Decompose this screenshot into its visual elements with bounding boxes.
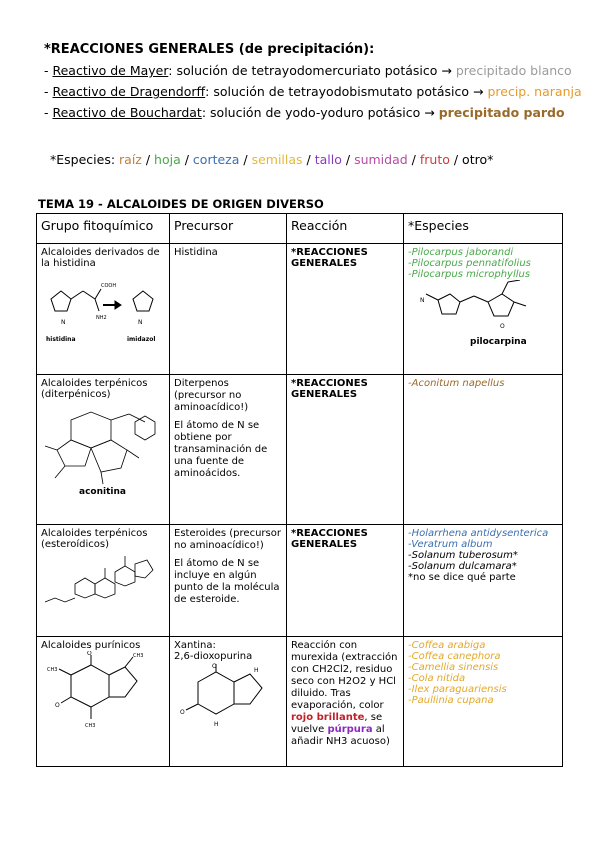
table-row bbox=[37, 525, 563, 637]
result-bouchardat: precipitado pardo bbox=[438, 105, 565, 120]
reagent-line-bouchardat: - Reactivo de Bouchardat: solución de yodo-yoduro potásico → precipitado pardo bbox=[44, 105, 565, 120]
reagent-mayer: Reactivo de Mayer bbox=[52, 63, 169, 78]
reagent-line-dragendorff: - Reactivo de Dragendorff: solución de tetrayodobismutato potásico → precip. naranja bbox=[44, 84, 582, 99]
cell-especies: -Pilocarpus jaborandi -Pilocarpus pennatifolius -Pilocarpus microphyllus N O pilocarpina bbox=[404, 244, 563, 375]
svg-text:NH2: NH2 bbox=[96, 315, 107, 321]
purine-alkaloid-structure bbox=[41, 651, 161, 741]
svg-text:CH3: CH3 bbox=[47, 667, 58, 673]
xanthine-structure bbox=[174, 662, 274, 734]
svg-text:N: N bbox=[420, 297, 425, 304]
col-header-reaccion: Reacción bbox=[287, 214, 404, 244]
histidine-structure bbox=[41, 269, 161, 345]
cell-grupo: Alcaloides terpénicos (esteroídicos) bbox=[37, 525, 170, 637]
table-row bbox=[37, 375, 563, 525]
cell-precursor: Histidina bbox=[170, 244, 287, 375]
col-header-grupo: Grupo fitoquímico bbox=[37, 214, 170, 244]
col-header-precursor: Precursor bbox=[170, 214, 287, 244]
header-section bbox=[44, 42, 584, 126]
cell-grupo: Alcaloides derivados de la histidina N N COOH NH2 histidina imidazol bbox=[37, 244, 170, 375]
cell-grupo: Alcaloides purínicos O O CH3 CH3 CH3 bbox=[37, 637, 170, 767]
svg-text:CH3: CH3 bbox=[85, 723, 96, 729]
table-row bbox=[37, 637, 563, 767]
reagent-bouchardat: Reactivo de Bouchardat bbox=[52, 105, 202, 120]
svg-text:COOH: COOH bbox=[101, 283, 117, 289]
reagent-dragendorff: Reactivo de Dragendorff bbox=[52, 84, 206, 99]
svg-text:H: H bbox=[254, 667, 259, 674]
result-mayer: precipitado blanco bbox=[455, 63, 572, 78]
result-dragendorff: precip. naranja bbox=[487, 84, 582, 99]
svg-text:pilocarpina: pilocarpina bbox=[470, 337, 527, 347]
svg-text:O: O bbox=[87, 651, 92, 657]
svg-text:aconitina: aconitina bbox=[79, 487, 126, 496]
svg-text:O: O bbox=[212, 663, 217, 670]
cell-precursor: Esteroides (precursor no aminoacídico!) El átomo de N se incluye en algún punto de la molécula de esteroide. bbox=[170, 525, 287, 637]
cell-reaccion: *REACCIONES GENERALES bbox=[287, 375, 404, 525]
svg-text:histidina: histidina bbox=[46, 336, 76, 343]
cell-precursor: Xantina: 2,6-dioxopurina O O H H bbox=[170, 637, 287, 767]
section-title: TEMA 19 - ALCALOIDES DE ORIGEN DIVERSO bbox=[38, 197, 324, 211]
cell-reaccion: *REACCIONES GENERALES bbox=[287, 244, 404, 375]
cell-grupo: Alcaloides terpénicos (diterpénicos) aconitina bbox=[37, 375, 170, 525]
svg-text:O: O bbox=[55, 702, 60, 709]
cell-especies: -Holarrhena antidysenterica -Veratrum album -Solanum tuberosum* -Solanum dulcamara* *no se dice qué parte bbox=[404, 525, 563, 637]
aconitine-structure bbox=[41, 400, 161, 496]
cell-especies: -Aconitum napellus bbox=[404, 375, 563, 525]
species-legend: *Especies: raíz / hoja / corteza / semillas / tallo / sumidad / fruto / otro* bbox=[50, 152, 494, 167]
reactions-title: *REACCIONES GENERALES (de precipitación): bbox=[44, 42, 375, 57]
svg-text:CH3: CH3 bbox=[133, 653, 144, 659]
cell-precursor: Diterpenos (precursor no aminoacídico!) El átomo de N se obtiene por transaminación de una fuente de aminoácidos. bbox=[170, 375, 287, 525]
cell-reaccion: Reacción con murexida (extracción con CH2Cl2, residuo seco con H2O2 y HCl diluido. Tras evaporación, color rojo brillante, se vuelve púrpura al añadir NH3 acuoso) bbox=[287, 637, 404, 767]
table-row bbox=[37, 244, 563, 375]
alkaloid-table bbox=[36, 213, 563, 767]
svg-text:H: H bbox=[214, 721, 219, 728]
table-header-row bbox=[37, 214, 563, 244]
svg-text:N: N bbox=[61, 319, 66, 326]
cell-especies: -Coffea arabiga -Coffea canephora -Camellia sinensis -Cola nitida -Ilex paraguariensis -Paullinia cupana bbox=[404, 637, 563, 767]
svg-text:imidazol: imidazol bbox=[127, 336, 156, 343]
svg-text:O: O bbox=[500, 323, 505, 330]
pilocarpine-structure bbox=[408, 280, 548, 352]
col-header-especies: *Especies bbox=[404, 214, 563, 244]
steroid-alkaloid-structure bbox=[41, 550, 161, 610]
cell-reaccion: *REACCIONES GENERALES bbox=[287, 525, 404, 637]
reagent-line-mayer: - Reactivo de Mayer: solución de tetrayodomercuriato potásico → precipitado blanco bbox=[44, 63, 572, 78]
svg-text:O: O bbox=[180, 709, 185, 716]
svg-text:N: N bbox=[138, 319, 143, 326]
